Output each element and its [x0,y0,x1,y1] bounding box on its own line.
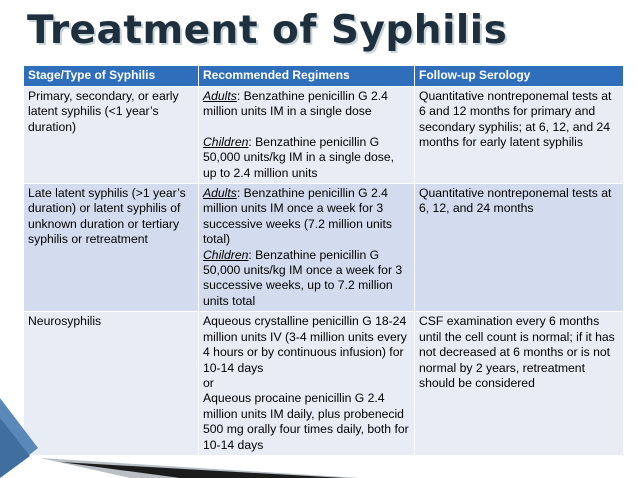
slide-title: Treatment of Syphilis [27,8,508,53]
regimen-text: : Benzathine penicillin G 50,000 units/kg IM in a single dose, up to 2.4 million units [203,134,395,180]
serology-cell: Quantitative nontreponemal tests at 6 and 12 months for primary and secondary syphilis; at 6, 12, and 24 months for early latent syphilis [415,87,624,184]
regimen-text: : Benzathine penicillin G 50,000 units/kg IM once a week for 3 successive weeks, up to 7.2 million units total [203,247,403,308]
table-header-row [24,66,624,87]
regimen-label-adults: Adults [203,89,237,103]
regimen-text: Aqueous procaine penicillin G 2.4 million units IM daily, plus probenecid 500 mg orally four times daily, both for 10-14 days [203,391,409,452]
regimen-label-adults: Adults [203,186,237,201]
corner-decoration [0,388,360,478]
regimen-text: : Benzathine penicillin G 2.4 million units IM in a single dose [203,89,388,119]
table-row [24,184,624,312]
stage-cell: Late latent syphilis (>1 year’s duration) or latent syphilis of unknown duration or tertiary syphilis or retreatment [24,184,199,312]
regimen-text: Aqueous crystalline penicillin G 18-24 million units IV (3-4 million units every 4 hours or by continuous infusion) for 10-14 days [203,314,407,375]
serology-cell: CSF examination every 6 months until the cell count is normal; if it has not decreased at 6 months or is not normal by 2 years, retreatment should be considered [415,312,624,456]
stage-cell: Neurosyphilis [24,312,199,456]
header-stage: Stage/Type of Syphilis [24,66,199,87]
regimen-text: : Benzathine penicillin G 2.4 million units IM once a week for 3 successive weeks (7.2 million units total) [203,186,392,247]
regimen-label-children: Children [203,134,249,149]
header-serology: Follow-up Serology [415,66,624,87]
regimen-cell [199,184,415,312]
serology-cell: Quantitative nontreponemal tests at 6, 12, and 24 months [415,184,624,312]
table-row [24,87,624,184]
regimen-or: or [203,375,214,390]
regimen-cell [199,87,415,184]
header-regimens: Recommended Regimens [199,66,415,87]
regimen-label-children: Children [203,247,249,262]
stage-cell: Primary, secondary, or early latent syphilis (<1 year’s duration) [24,87,199,184]
